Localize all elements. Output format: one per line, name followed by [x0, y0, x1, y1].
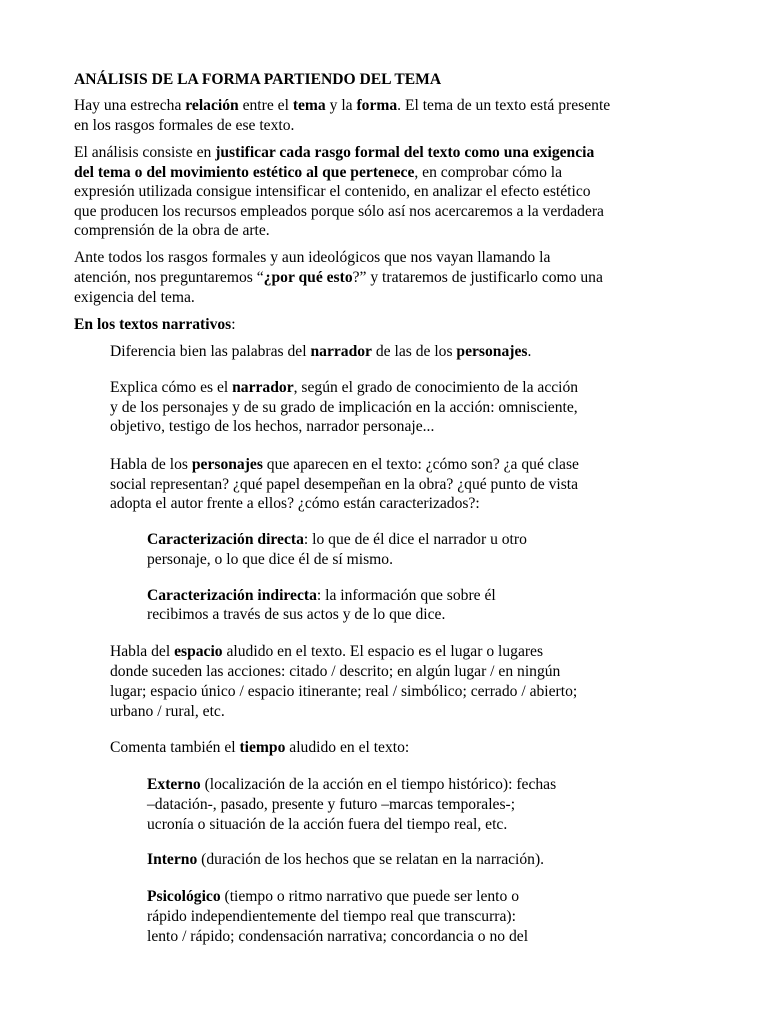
intro-line-1	[74, 96, 610, 116]
bold-text: forma	[356, 97, 398, 114]
internal-time	[147, 850, 544, 870]
bold-text: narrador	[232, 379, 294, 396]
text: Diferencia bien las palabras del	[110, 343, 311, 360]
question-line-3: exigencia del tema.	[74, 289, 195, 306]
external-time-line-1	[147, 775, 556, 795]
space-line-3: lugar; espacio único / espacio itinerante; real / simbólico; cerrado / abierto;	[110, 683, 578, 700]
bold-text: tema	[292, 97, 326, 114]
narrator-type-line-3: objetivo, testigo de los hechos, narrador personaje...	[110, 418, 435, 435]
text: (localización de la acción en el tiempo histórico): fechas	[200, 776, 557, 793]
direct-characterization-line-2: personaje, o lo que dice él de sí mismo.	[147, 551, 393, 568]
bold-text: narrador	[310, 343, 372, 360]
text: Habla de los	[110, 456, 192, 473]
text: entre el	[238, 97, 293, 114]
bold-text: personajes	[456, 343, 528, 360]
intro-line-2: en los rasgos formales de ese texto.	[74, 117, 295, 134]
text: , según el grado de conocimiento de la acción	[293, 379, 579, 396]
text: Hay una estrecha	[74, 97, 186, 114]
narrative-heading	[74, 315, 236, 335]
text: : la información que sobre él	[316, 587, 496, 604]
bold-text: Caracterización directa	[147, 531, 304, 548]
bold-text: Externo	[147, 776, 201, 793]
text: .	[527, 343, 532, 360]
characters-line-1	[110, 455, 579, 475]
text: y la	[325, 97, 357, 114]
text: : lo que de él dice el narrador u otro	[303, 531, 527, 548]
bold-text: relación	[185, 97, 239, 114]
bold-text: espacio	[174, 643, 223, 660]
text: aludido en el texto:	[285, 739, 410, 756]
bold-text: Psicológico	[147, 888, 221, 905]
text: de las de los	[371, 343, 457, 360]
external-time-line-3: ucronía o situación de la acción fuera del tiempo real, etc.	[147, 816, 508, 833]
heading-text: En los textos narrativos	[74, 316, 232, 333]
text: (duración de los hechos que se relatan en la narración).	[197, 851, 545, 868]
question-line-2	[74, 268, 603, 288]
bold-text: tiempo	[239, 739, 286, 756]
text: , en comprobar cómo la	[414, 164, 563, 181]
bold-text: Interno	[147, 851, 198, 868]
bold-text: justificar cada rasgo formal del texto como una exigencia	[215, 144, 595, 161]
bold-text: del tema o del movimiento estético al que pertenece	[74, 164, 415, 181]
bold-text: Caracterización indirecta	[147, 587, 317, 604]
external-time-line-2: –datación-, pasado, presente y futuro –marcas temporales-;	[147, 796, 516, 813]
characters-line-3: adopta el autor frente a ellos? ¿cómo están caracterizados?:	[110, 495, 480, 512]
document-title	[74, 70, 441, 90]
direct-characterization-line-1	[147, 530, 527, 550]
bold-text: ¿por qué esto	[263, 269, 353, 286]
space-line-2: donde suceden las acciones: citado / descrito; en algún lugar / en ningún	[110, 663, 561, 680]
analysis-line-4: que producen los recursos empleados porque sólo así nos acercaremos a la verdadera	[74, 203, 604, 220]
text: Explica cómo es el	[110, 379, 233, 396]
indirect-characterization-line-2: recibimos a través de sus actos y de lo que dice.	[147, 606, 446, 623]
text: atención, nos preguntaremos “	[74, 269, 264, 286]
analysis-line-2	[74, 163, 562, 183]
text: :	[231, 316, 236, 333]
psychological-time-line-3: lento / rápido; condensación narrativa; concordancia o no del	[147, 928, 529, 945]
text: que aparecen en el texto: ¿cómo son? ¿a qué clase	[262, 456, 579, 473]
narrator-type-line-1	[110, 378, 578, 398]
analysis-line-1	[74, 143, 594, 163]
title-text: ANÁLISIS DE LA FORMA PARTIENDO DEL TEMA	[74, 71, 442, 88]
text: aludido en el texto. El espacio es el lugar o lugares	[222, 643, 544, 660]
text: Habla del	[110, 643, 175, 660]
text: Comenta también el	[110, 739, 240, 756]
text: ?” y trataremos de justificarlo como una	[352, 269, 603, 286]
analysis-line-3: expresión utilizada consigue intensificar el contenido, en analizar el efecto estético	[74, 183, 591, 200]
space-line-1	[110, 642, 543, 662]
psychological-time-line-1	[147, 887, 519, 907]
psychological-time-line-2: rápido independientemente del tiempo real que transcurra):	[147, 908, 516, 925]
narrator-type-line-2: y de los personajes y de su grado de implicación en la acción: omnisciente,	[110, 399, 578, 416]
text: El análisis consiste en	[74, 144, 216, 161]
indirect-characterization-line-1	[147, 586, 496, 606]
question-line-1: Ante todos los rasgos formales y aun ideológicos que nos vayan llamando la	[74, 249, 551, 266]
narrator-paragraph	[110, 342, 531, 362]
time-intro	[110, 738, 409, 758]
bold-text: personajes	[191, 456, 263, 473]
characters-line-2: social representan? ¿qué papel desempeñan en la obra? ¿qué punto de vista	[110, 476, 579, 493]
analysis-line-5: comprensión de la obra de arte.	[74, 222, 270, 239]
space-line-4: urbano / rural, etc.	[110, 703, 225, 720]
text: (tiempo o ritmo narrativo que puede ser lento o	[220, 888, 519, 905]
text: . El tema de un texto está presente	[397, 97, 611, 114]
